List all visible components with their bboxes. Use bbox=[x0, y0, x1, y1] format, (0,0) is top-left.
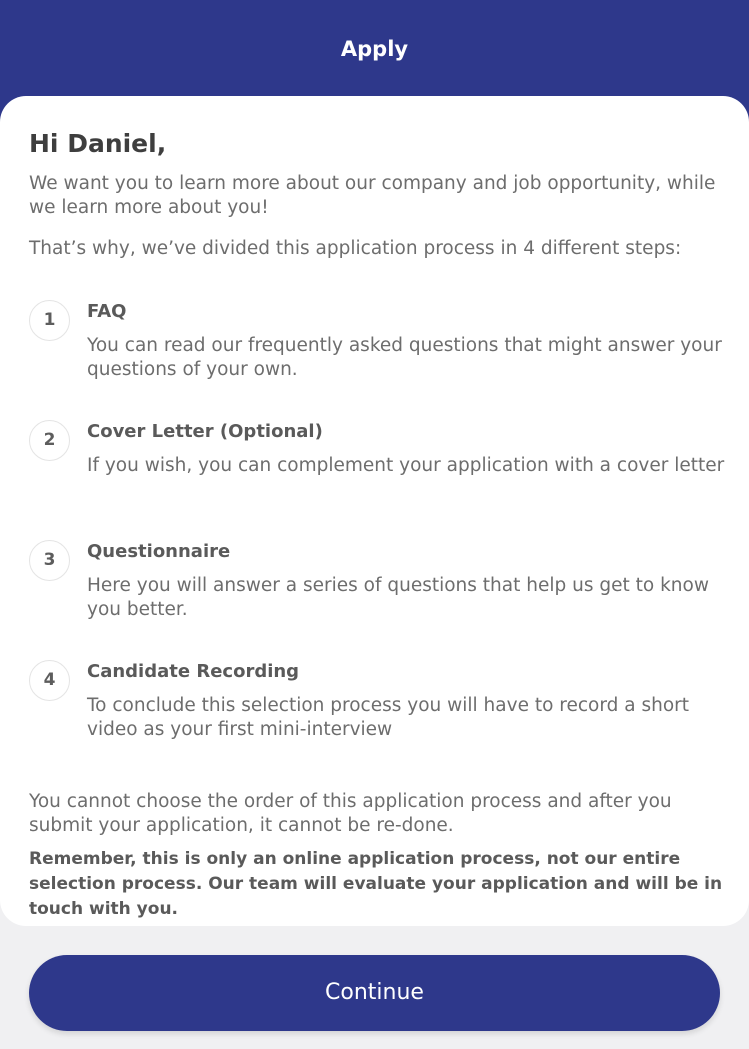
greeting-heading: Hi Daniel, bbox=[29, 129, 167, 158]
step-2-number-badge: 2 bbox=[29, 420, 70, 461]
order-note-text: You cannot choose the order of this application process and after you submit your application, it cannot be re-done. bbox=[29, 791, 672, 836]
page-title: Apply bbox=[340, 37, 409, 61]
step-3-number-badge: 3 bbox=[29, 540, 70, 581]
step-3-title: Questionnaire bbox=[87, 541, 231, 562]
step-1-description: You can read our frequently asked questions that might answer your questions of your own. bbox=[87, 335, 722, 380]
step-3-description: Here you will answer a series of questions that help us get to know you better. bbox=[87, 575, 709, 620]
remember-note-text: Remember, this is only an online application process, not our entire selection process. Our team will evaluate your application and will be in touch with you. bbox=[29, 849, 723, 919]
intro-text: We want you to learn more about our company and job opportunity, while we learn more about you! bbox=[29, 173, 716, 218]
step-4-description: To conclude this selection process you will have to record a short video as your first mini-interview bbox=[87, 695, 690, 740]
step-1-number-badge: 1 bbox=[29, 300, 70, 341]
step-4-number-badge: 4 bbox=[29, 660, 70, 701]
step-2-title: Cover Letter (Optional) bbox=[87, 421, 323, 442]
continue-button[interactable]: Continue bbox=[29, 955, 720, 1031]
steps-intro-text: That’s why, we’ve divided this application process in 4 different steps: bbox=[29, 238, 682, 259]
step-4-title: Candidate Recording bbox=[87, 661, 300, 682]
step-2-description: If you wish, you can complement your application with a cover letter bbox=[87, 455, 725, 476]
step-1-title: FAQ bbox=[87, 301, 127, 322]
